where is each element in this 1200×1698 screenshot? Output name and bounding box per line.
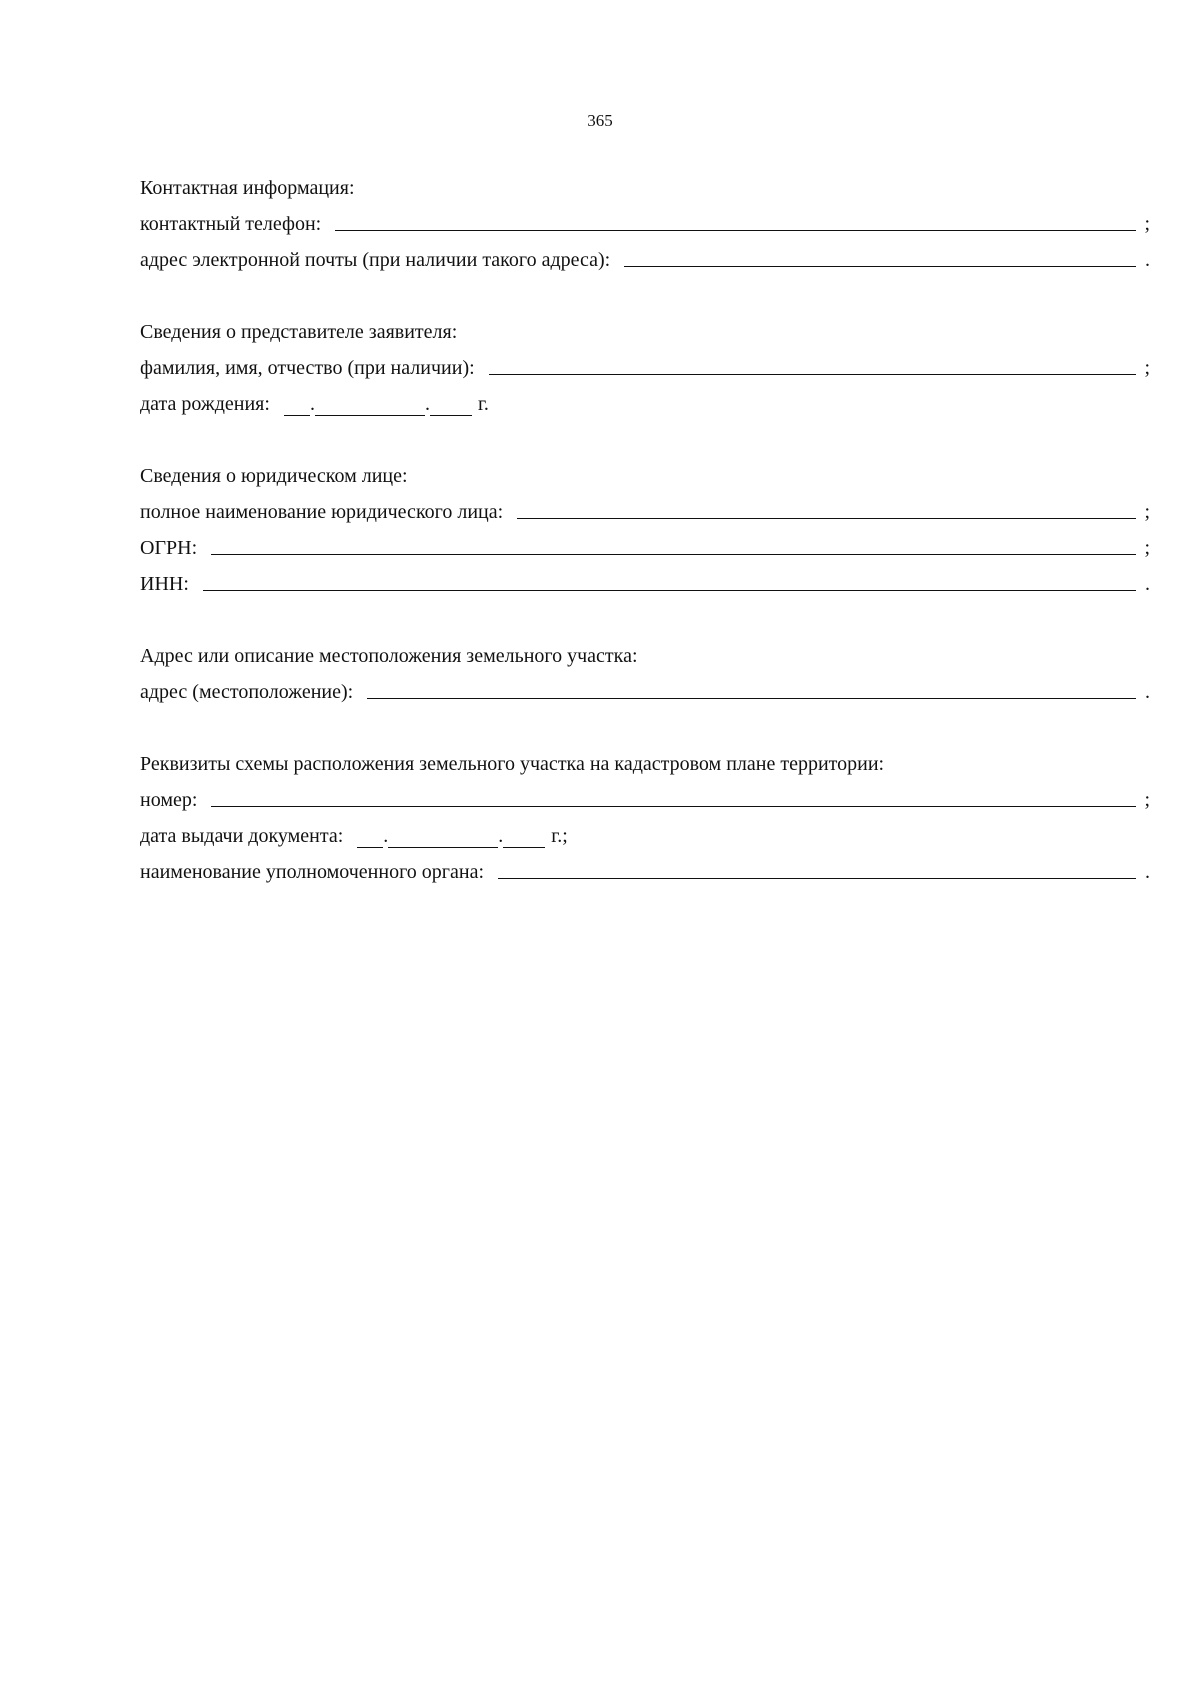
birth-month-field[interactable] [315,395,425,416]
address-row [140,668,1150,704]
inn-label: ИНН: [140,573,189,595]
address-end-mark: . [1145,681,1150,703]
legal-entity-heading: Сведения о юридическом лице: [140,465,408,487]
email-label: адрес электронной почты (при наличии такого адреса): [140,249,611,271]
issue-month-field[interactable] [388,827,498,848]
phone-field[interactable] [335,230,1136,231]
land-plot-heading-row [140,632,1150,668]
legal-entity-name-row [140,488,1150,524]
issue-date-separator: . [383,825,389,847]
phone-label: контактный телефон: [140,213,322,235]
legal-entity-name-end-mark: ; [1144,501,1150,523]
address-field[interactable] [367,698,1136,699]
issue-date-separator: . [498,825,504,847]
birth-day-field[interactable] [284,395,310,416]
birth-date-label: дата рождения: [140,393,270,415]
form-content [140,164,1150,920]
land-plot-section [140,632,1150,704]
inn-row [140,560,1150,596]
scheme-number-end-mark: ; [1144,789,1150,811]
email-field[interactable] [624,266,1136,267]
authority-end-mark: . [1145,861,1150,883]
birth-date-separator: . [309,393,315,415]
issue-date-label: дата выдачи документа: [140,825,344,847]
scheme-number-label: номер: [140,789,198,811]
scheme-number-row [140,776,1150,812]
birth-year-field[interactable] [430,395,472,416]
legal-entity-name-field[interactable] [517,518,1136,519]
representative-heading-row [140,308,1150,344]
scheme-number-field[interactable] [211,806,1136,807]
contact-heading-row [140,164,1150,200]
legal-entity-name-label: полное наименование юридического лица: [140,501,504,523]
scheme-section [140,740,1150,884]
inn-field[interactable] [203,590,1136,591]
representative-name-field[interactable] [489,374,1136,375]
phone-end-mark: ; [1144,213,1150,235]
issue-date-row [140,812,1150,848]
scheme-heading-row [140,740,1150,776]
legal-entity-section [140,452,1150,596]
representative-name-label: фамилия, имя, отчество (при наличии): [140,357,475,379]
inn-end-mark: . [1145,573,1150,595]
birth-date-row [140,380,1150,416]
authority-label: наименование уполномоченного органа: [140,861,485,883]
authority-row [140,848,1150,884]
contact-section [140,164,1150,272]
representative-name-end-mark: ; [1144,357,1150,379]
birth-year-suffix: г. [477,393,489,415]
authority-field[interactable] [498,878,1136,879]
contact-heading: Контактная информация: [140,177,355,199]
issue-year-suffix: г.; [551,825,568,847]
email-row [140,236,1150,272]
representative-heading: Сведения о представителе заявителя: [140,321,458,343]
address-label: адрес (местоположение): [140,681,354,703]
representative-section [140,308,1150,416]
land-plot-heading: Адрес или описание местоположения земельного участка: [140,645,638,667]
birth-date-separator: . [424,393,430,415]
issue-year-field[interactable] [503,827,545,848]
email-end-mark: . [1145,249,1150,271]
page-number: 365 [587,111,613,130]
scheme-heading: Реквизиты схемы расположения земельного участка на кадастровом плане территории: [140,753,885,775]
phone-row [140,200,1150,236]
ogrn-label: ОГРН: [140,537,198,559]
representative-name-row [140,344,1150,380]
ogrn-row [140,524,1150,560]
legal-entity-heading-row [140,452,1150,488]
ogrn-end-mark: ; [1144,537,1150,559]
ogrn-field[interactable] [211,554,1136,555]
issue-day-field[interactable] [357,827,383,848]
